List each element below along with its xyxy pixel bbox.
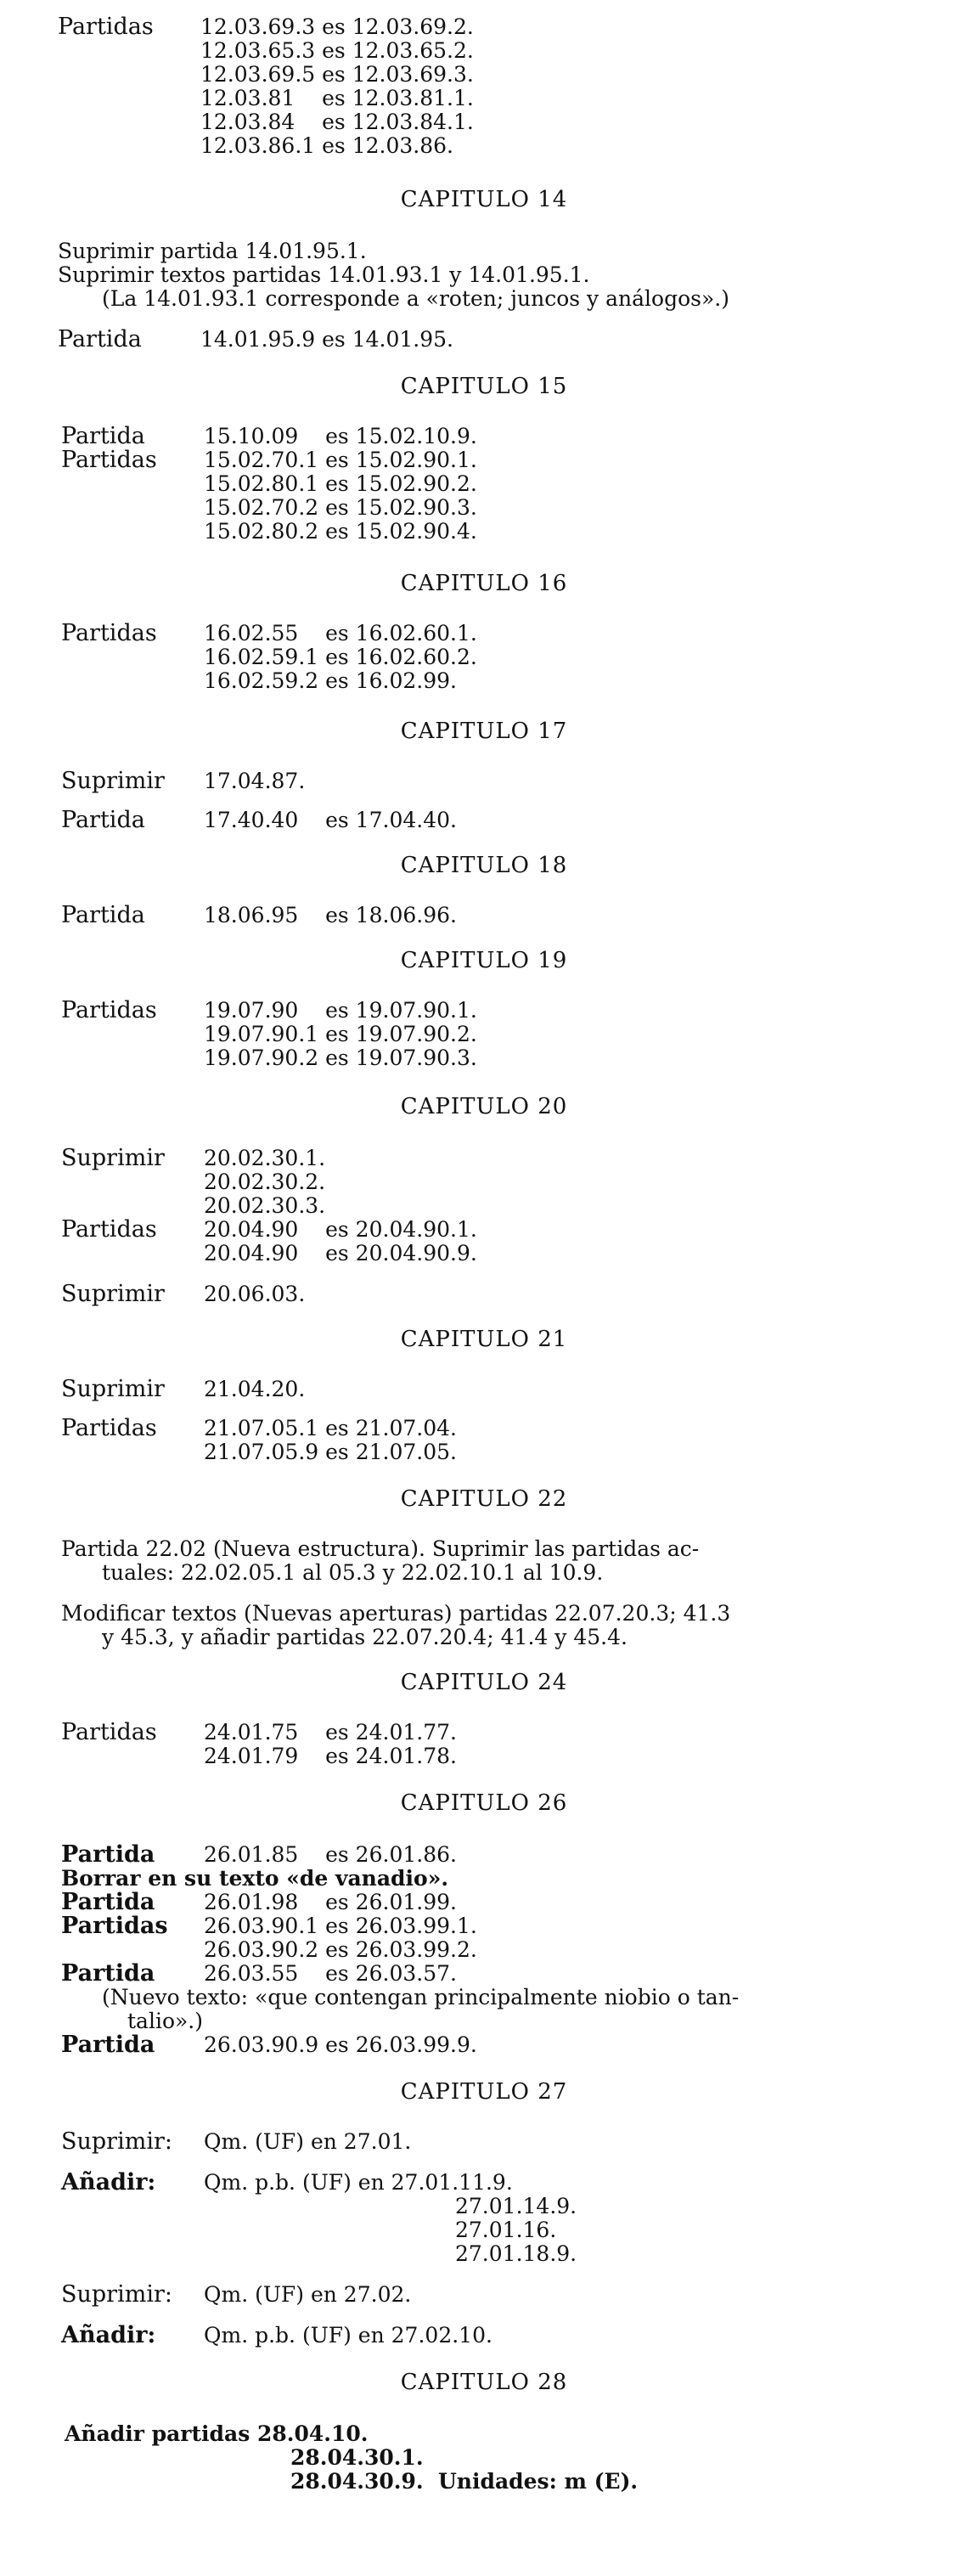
entry-row: 26.01.98 es 26.01.99.: [204, 1890, 457, 1914]
entry-row: 20.04.90 es 20.04.90.1.: [204, 1217, 477, 1242]
entry-row: 20.02.30.2.: [204, 1170, 326, 1194]
label-partida: Partida: [61, 902, 145, 928]
text-line: tuales: 22.02.05.1 al 05.3 y 22.02.10.1 al 10.9.: [102, 1560, 604, 1585]
label-anadir: Añadir:: [61, 2169, 156, 2196]
entry-row: 14.01.95.9 es 14.01.95.: [200, 327, 453, 352]
label-partidas: Partidas: [61, 1415, 157, 1441]
text-line: y 45.3, y añadir partidas 22.07.20.4; 41.4 y 45.4.: [102, 1625, 628, 1649]
entry-row: 20.02.30.3.: [204, 1193, 326, 1218]
label-suprimir: Suprimir: [61, 1281, 165, 1307]
label-partida: Partida: [61, 1960, 155, 1987]
label-suprimir: Suprimir: [61, 768, 165, 794]
entry-row: 19.07.90.2 es 19.07.90.3.: [204, 1046, 477, 1070]
entry-row: 27.01.18.9.: [455, 2241, 577, 2266]
entry-row: 12.03.84 es 12.03.84.1.: [200, 110, 474, 134]
entry-row: 24.01.79 es 24.01.78.: [204, 1744, 457, 1768]
label-partidas: Partidas: [61, 1216, 157, 1243]
label-anadir: Añadir:: [61, 2322, 156, 2348]
text-line: Suprimir textos partidas 14.01.93.1 y 14.01.95.1.: [58, 262, 590, 287]
entry-row: 21.07.05.9 es 21.07.05.: [204, 1440, 457, 1464]
entry-row: 17.04.87.: [204, 769, 306, 793]
entry-row: 16.02.59.2 es 16.02.99.: [204, 668, 457, 693]
entry-row: 12.03.65.3 es 12.03.65.2.: [200, 38, 474, 63]
entry-row: 12.03.69.3 es 12.03.69.2.: [200, 14, 474, 39]
entry-row: 28.04.30.9. Unidades: m (E).: [290, 2469, 639, 2494]
entry-row: 21.07.05.1 es 21.07.04.: [204, 1416, 457, 1440]
label-partidas: Partidas: [61, 620, 157, 646]
label-suprimir: Suprimir:: [61, 2281, 172, 2308]
entry-row: 16.02.59.1 es 16.02.60.2.: [204, 645, 477, 669]
text-line: Suprimir partida 14.01.95.1.: [58, 239, 367, 263]
text-line: (La 14.01.93.1 corresponde a «roten; juncos y análogos».): [102, 286, 729, 311]
entry-row: Qm. (UF) en 27.02.: [204, 2282, 412, 2307]
chapter-heading: CAPITULO 27: [400, 2079, 568, 2105]
entry-row: 28.04.30.1.: [290, 2445, 424, 2470]
label-partidas: Partidas: [61, 1719, 157, 1745]
entry-row: 26.03.90.1 es 26.03.99.1.: [204, 1914, 477, 1938]
label-partida: Partida: [61, 423, 145, 449]
chapter-heading: CAPITULO 18: [400, 853, 568, 878]
chapter-heading: CAPITULO 17: [400, 719, 568, 744]
label-partida: Partida: [61, 1889, 155, 1915]
chapter-heading: CAPITULO 14: [400, 187, 568, 212]
text-line: Partida 22.02 (Nueva estructura). Suprimir las partidas ac-: [61, 1536, 700, 1561]
text-line: (Nuevo texto: «que contengan principalmente niobio o tan-: [102, 1985, 740, 2010]
label-partida: Partida: [61, 1841, 155, 1868]
chapter-heading: CAPITULO 15: [400, 374, 568, 399]
text-line: Añadir partidas 28.04.10.: [65, 2421, 369, 2446]
entry-row: Qm. p.b. (UF) en 27.02.10.: [204, 2323, 492, 2348]
entry-row: 26.03.90.2 es 26.03.99.2.: [204, 1937, 477, 1962]
chapter-heading: CAPITULO 20: [400, 1094, 568, 1119]
entry-row: 27.01.16.: [455, 2218, 557, 2242]
label-suprimir: Suprimir: [61, 1376, 165, 1402]
label-partidas: Partidas: [61, 447, 157, 473]
label-partida: Partida: [58, 326, 142, 352]
entry-row: 20.04.90 es 20.04.90.9.: [204, 1241, 477, 1265]
entry-row: 20.06.03.: [204, 1282, 306, 1306]
chapter-heading: CAPITULO 28: [400, 2370, 568, 2395]
entry-row: 15.02.80.1 es 15.02.90.2.: [204, 471, 477, 496]
label-partidas: Partidas: [58, 14, 154, 40]
chapter-heading: CAPITULO 26: [400, 1790, 568, 1816]
entry-row: 27.01.14.9.: [455, 2194, 577, 2218]
chapter-heading: CAPITULO 21: [400, 1327, 568, 1352]
entry-row: 26.03.90.9 es 26.03.99.9.: [204, 2032, 477, 2057]
entry-row: 12.03.69.5 es 12.03.69.3.: [200, 62, 474, 87]
entry-row: 20.02.30.1.: [204, 1146, 326, 1170]
entry-row: 21.04.20.: [204, 1377, 306, 1401]
entry-row: 26.01.85 es 26.01.86.: [204, 1842, 457, 1867]
chapter-heading: CAPITULO 22: [400, 1486, 568, 1512]
entry-row: 17.40.40 es 17.04.40.: [204, 808, 457, 832]
chapter-heading: CAPITULO 19: [400, 948, 568, 973]
entry-row: 24.01.75 es 24.01.77.: [204, 1720, 457, 1745]
entry-row: 16.02.55 es 16.02.60.1.: [204, 621, 477, 645]
entry-row: 18.06.95 es 18.06.96.: [204, 903, 457, 927]
chapter-heading: CAPITULO 16: [400, 571, 568, 596]
label-partida: Partida: [61, 807, 145, 833]
label-partida: Partida: [61, 2032, 155, 2058]
entry-row: 15.10.09 es 15.02.10.9.: [204, 424, 477, 448]
entry-row: 19.07.90.1 es 19.07.90.2.: [204, 1022, 477, 1046]
entry-row: Qm. p.b. (UF) en 27.01.11.9.: [204, 2170, 513, 2195]
label-suprimir: Suprimir: [61, 1145, 165, 1171]
entry-row: Qm. (UF) en 27.01.: [204, 2129, 412, 2154]
text-line: Modificar textos (Nuevas aperturas) partidas 22.07.20.3; 41.3: [61, 1601, 731, 1626]
entry-row: 12.03.81 es 12.03.81.1.: [200, 86, 474, 110]
entry-row: 26.03.55 es 26.03.57.: [204, 1961, 457, 1986]
label-partidas: Partidas: [61, 997, 157, 1023]
entry-row: 19.07.90 es 19.07.90.1.: [204, 998, 477, 1023]
text-line: talio».): [127, 2009, 203, 2033]
entry-row: 12.03.86.1 es 12.03.86.: [200, 133, 453, 158]
chapter-heading: CAPITULO 24: [400, 1670, 568, 1695]
text-line: Borrar en su texto «de vanadio».: [61, 1866, 449, 1891]
entry-row: 15.02.70.2 es 15.02.90.3.: [204, 495, 477, 520]
entry-row: 15.02.80.2 es 15.02.90.4.: [204, 519, 477, 544]
entry-row: 15.02.70.1 es 15.02.90.1.: [204, 448, 477, 472]
label-suprimir: Suprimir:: [61, 2128, 172, 2155]
label-partidas: Partidas: [61, 1913, 168, 1939]
